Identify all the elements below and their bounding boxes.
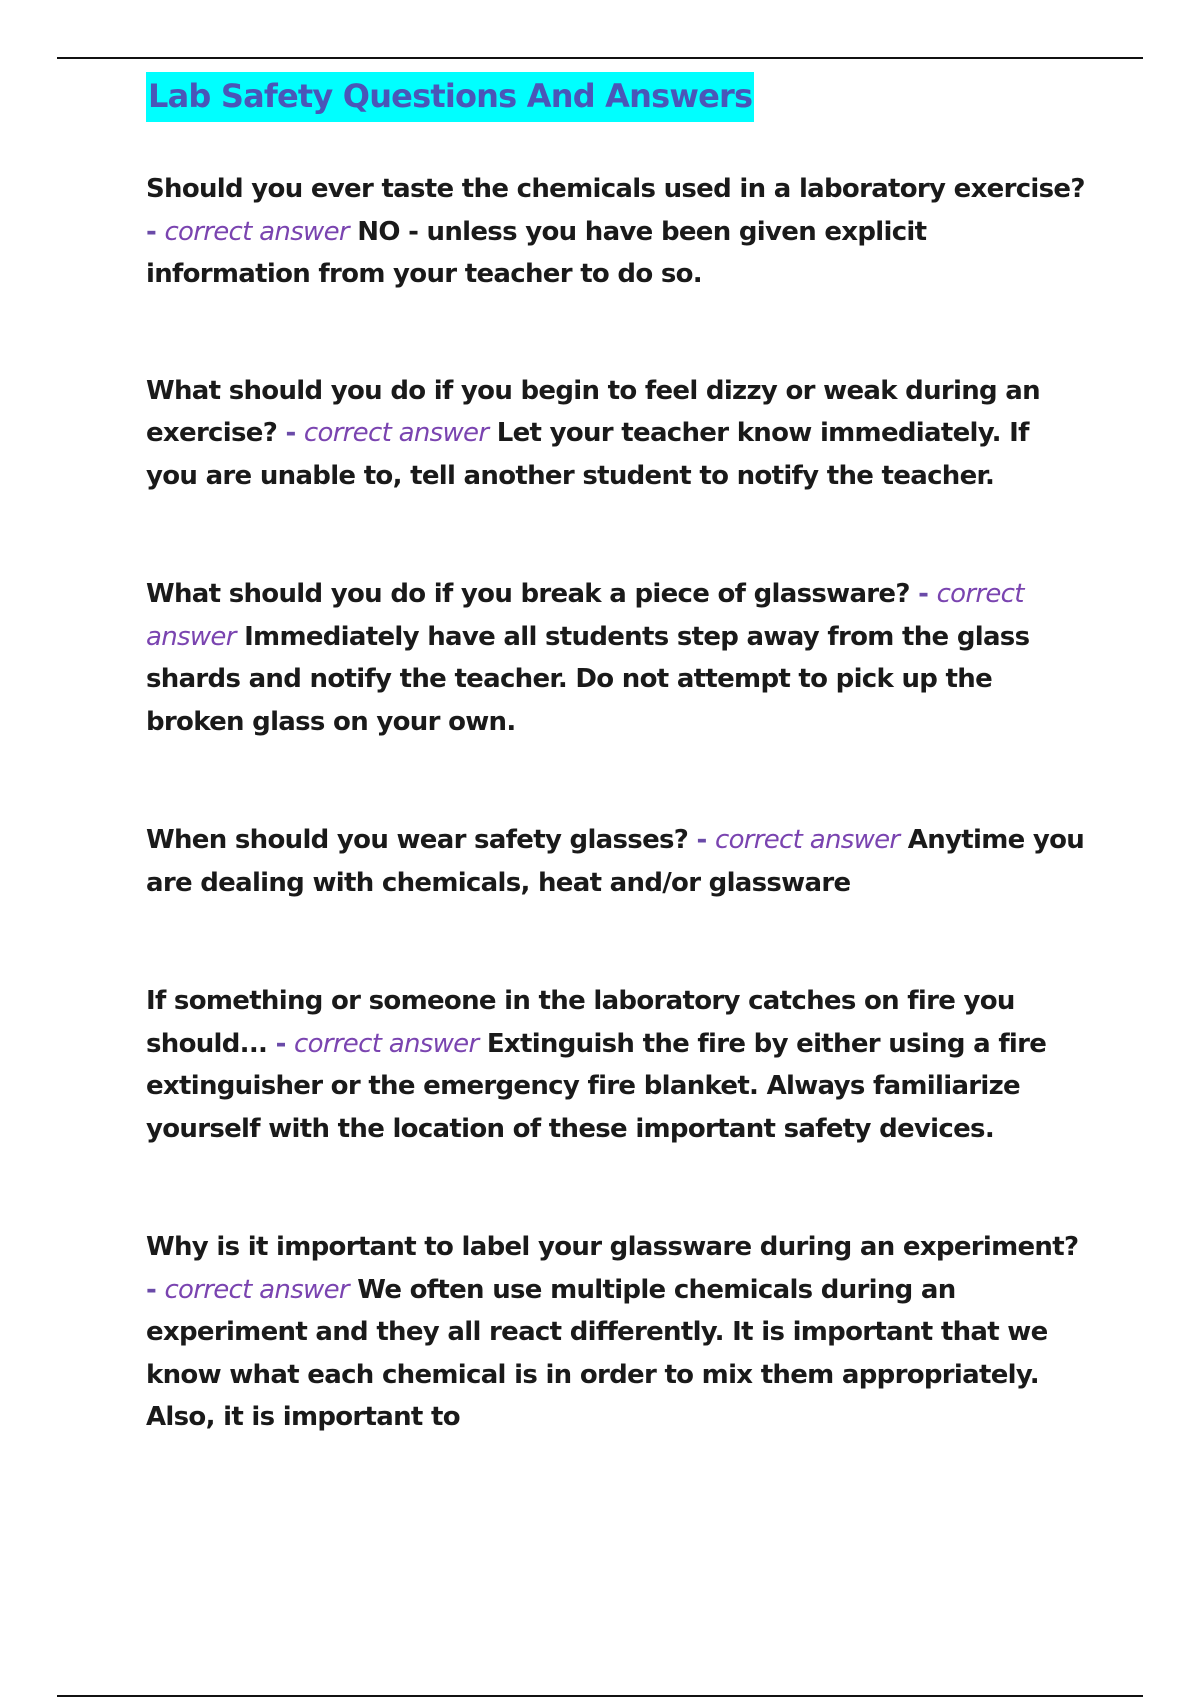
qa-item — [146, 1226, 1086, 1439]
question-text: When should you wear safety glasses? — [146, 825, 689, 855]
answer-label: correct answer — [164, 216, 349, 247]
question-text: If something or someone in the laboratory catches on fire you should... — [146, 986, 1015, 1059]
question-text: Why is it important to label your glassware during an experiment? — [146, 1232, 1079, 1262]
answer-separator: - — [696, 825, 707, 855]
answer-separator: - — [146, 1274, 157, 1305]
question-text: What should you do if you begin to feel dizzy or weak during an exercise? — [146, 375, 1040, 448]
page-title: Lab Safety Questions And Answers — [146, 72, 754, 122]
qa-item — [146, 168, 1086, 296]
question-text: What should you do if you break a piece of glassware? — [146, 579, 910, 609]
answer-label: correct answer — [303, 418, 489, 448]
qa-item — [146, 980, 1086, 1150]
answer-text: NO - unless you have been given explicit information from your teacher to do so. — [146, 216, 927, 289]
answer-text: Anytime you are dealing with chemicals, heat and/or glassware — [146, 825, 1085, 898]
qa-item — [146, 819, 1086, 904]
question-text: Should you ever taste the chemicals used in a laboratory exercise? — [146, 174, 1085, 204]
answer-text: Let your teacher know immediately. If you are unable to, tell another student to notify the teacher. — [146, 418, 1029, 491]
answer-label: correct answer — [294, 1028, 479, 1059]
qa-item — [146, 573, 1086, 743]
answer-text: We often use multiple chemicals during an experiment and they all react differently. It is important that we know what each chemical is in order to mix them appropriately. Also, it is important to — [146, 1274, 1048, 1432]
answer-separator: - — [146, 216, 157, 247]
answer-label: correct answer — [714, 825, 900, 855]
answer-separator: - — [918, 579, 929, 609]
answer-text: Extinguish the fire by either using a fire extinguisher or the emergency fire blanket. Always familiarize yourself with the location of these important safety devices. — [146, 1028, 1047, 1144]
answer-separator: - — [275, 1028, 286, 1059]
top-rule — [57, 57, 1143, 59]
answer-label: correct answer — [146, 579, 1024, 652]
document-body — [146, 72, 1086, 1439]
bottom-rule — [57, 1695, 1143, 1697]
qa-item — [146, 370, 1086, 498]
answer-separator: - — [285, 418, 296, 448]
answer-text: Immediately have all students step away from the glass shards and notify the teacher. Do not attempt to pick up the broken glass on your own. — [146, 621, 1030, 737]
answer-label: correct answer — [164, 1274, 349, 1305]
